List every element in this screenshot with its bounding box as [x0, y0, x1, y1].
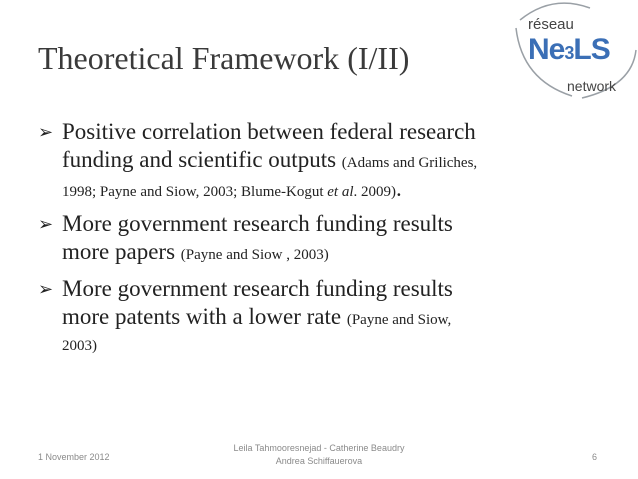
bullet-list: [38, 118, 598, 364]
bullet-text: more patents with a lower rate: [62, 304, 342, 329]
citation: (Payne and Siow , 2003): [180, 247, 329, 263]
page-number: 6: [592, 452, 598, 462]
citation-em: et al: [327, 184, 354, 200]
citation: 1998; Payne and Siow, 2003; Blume-Kogut: [62, 184, 324, 200]
citation-line: [62, 334, 598, 358]
footer-date: 1 November 2012: [38, 452, 110, 462]
citation: (Adams and Griliches,: [341, 155, 478, 171]
bullet-line: [62, 210, 598, 238]
citation: . 2009): [353, 184, 397, 200]
bullet-text: funding and scientific outputs: [62, 147, 337, 172]
logo-mark-sub: LS: [573, 33, 610, 66]
footer-authors: [200, 442, 438, 468]
logo-top-text: réseau: [528, 16, 574, 33]
bullet-item: [38, 210, 598, 269]
period: .: [396, 176, 402, 201]
footer-authors-line-2: Andrea Schiffauerova: [275, 456, 363, 466]
bullet-text: More government research funding results: [62, 211, 453, 236]
bullet-line: [62, 146, 598, 177]
bullet-line: [62, 118, 598, 146]
slide-title: Theoretical Framework (I/II): [38, 40, 410, 76]
arrow-bullet-icon: ➢: [38, 279, 54, 300]
bullet-line: [62, 303, 598, 334]
logo-mark-sup: 3: [564, 43, 574, 63]
bullet-line: [62, 275, 598, 303]
logo-mark-text: Ne: [528, 33, 565, 66]
bullet-item: [38, 275, 598, 358]
logo-bottom-text: network: [567, 78, 617, 94]
arrow-bullet-icon: ➢: [38, 214, 54, 235]
bullet-text: More government research funding results: [62, 276, 453, 301]
bullet-text: more papers: [62, 239, 176, 264]
bullet-line: [62, 238, 598, 269]
citation: (Payne and Siow,: [346, 312, 452, 328]
bullet-text: Positive correlation between federal research: [62, 119, 476, 144]
footer-authors-line-1: Leila Tahmooresnejad - Catherine Beaudry: [233, 443, 405, 453]
citation-line: [62, 177, 598, 204]
citation: 2003): [62, 338, 97, 354]
arrow-bullet-icon: ➢: [38, 122, 54, 143]
bullet-item: [38, 118, 598, 204]
logo-mark: [528, 33, 610, 67]
